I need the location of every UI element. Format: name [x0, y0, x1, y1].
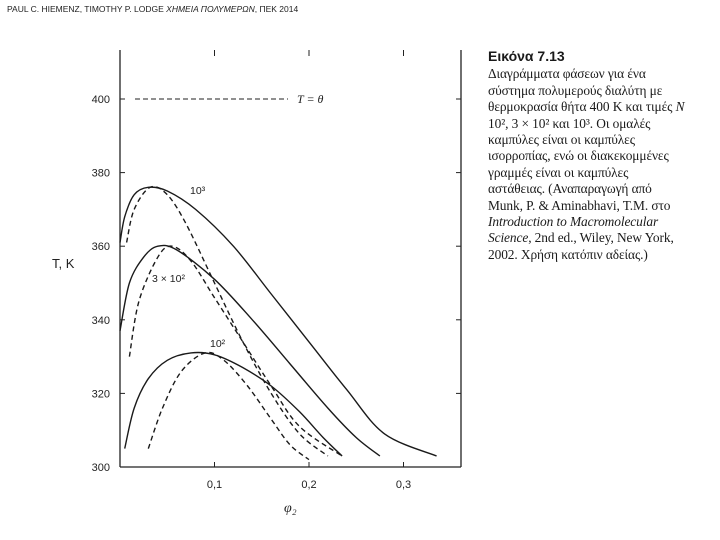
y-tick-label: 380	[91, 167, 110, 180]
x-tick-label: 0,2	[301, 479, 317, 491]
y-tick-labels	[92, 94, 110, 474]
theta-line-label: T = θ	[297, 92, 324, 106]
y-tick-label: 320	[91, 388, 110, 401]
x-tick-label: 0,3	[395, 479, 412, 491]
y-tick-label: 340	[91, 314, 110, 327]
y-tick-label: 300	[91, 462, 110, 474]
axis-ticks	[120, 50, 461, 467]
header-book-title: ΧΗΜΕΙΑ ΠΟΛΥΜΕΡΩΝ	[166, 4, 255, 14]
curve-1e2-spinodal	[148, 352, 309, 459]
theta-line-group	[135, 92, 324, 106]
caption-book-title: Introduction to Macromolecular Science	[488, 214, 659, 246]
caption-text-part-2: 10², 3 × 10² και 10³. Οι ομαλές καμπύλες είναι οι καμπύλες ισορροπίας, ενώ οι διακεκομμένες γραμμές είναι οι καμπύλες αστάθειας. (Αναπαραγωγή από Munk, P. & Aminabhavi, T.M. στο	[488, 115, 671, 213]
figure-caption	[488, 48, 688, 263]
curve-3e2-label: 3 × 10²	[152, 273, 185, 285]
caption-text-n: N	[675, 99, 685, 115]
curve-1e2-label: 10²	[210, 338, 226, 350]
plot-frame	[120, 50, 461, 467]
curve-1e3-label: 10³	[190, 185, 206, 197]
caption-text-part-3: , 2nd ed., Wiley, New York, 2002. Χρήση κατόπιν αδείας.)	[488, 230, 674, 262]
x-tick-label: 0,1	[206, 479, 223, 491]
header-publisher: , ΠΕΚ 2014	[254, 4, 299, 14]
y-tick-label: 360	[91, 241, 110, 254]
header-authors: PAUL C. HIEMENZ, TIMOTHY P. LODGE	[7, 4, 167, 14]
y-axis-label: T, K	[52, 256, 75, 271]
curves	[120, 187, 437, 460]
curve-1e3-spinodal	[127, 187, 328, 456]
caption-text-part-1: Διαγράμματα φάσεων για ένα σύστημα πολυμερούς διαλύτη με θερμοκρασία θήτα 400 K και τιμές	[488, 66, 676, 115]
caption-title: Εικόνα 7.13	[488, 48, 565, 64]
y-tick-label: 400	[91, 94, 110, 106]
curve-1e3-binodal	[120, 187, 437, 456]
caption-body	[488, 66, 688, 263]
curve-labels	[152, 185, 226, 350]
x-axis-label: φ₂	[284, 501, 297, 516]
curve-1e2-binodal	[125, 352, 342, 456]
x-tick-labels	[207, 479, 411, 491]
